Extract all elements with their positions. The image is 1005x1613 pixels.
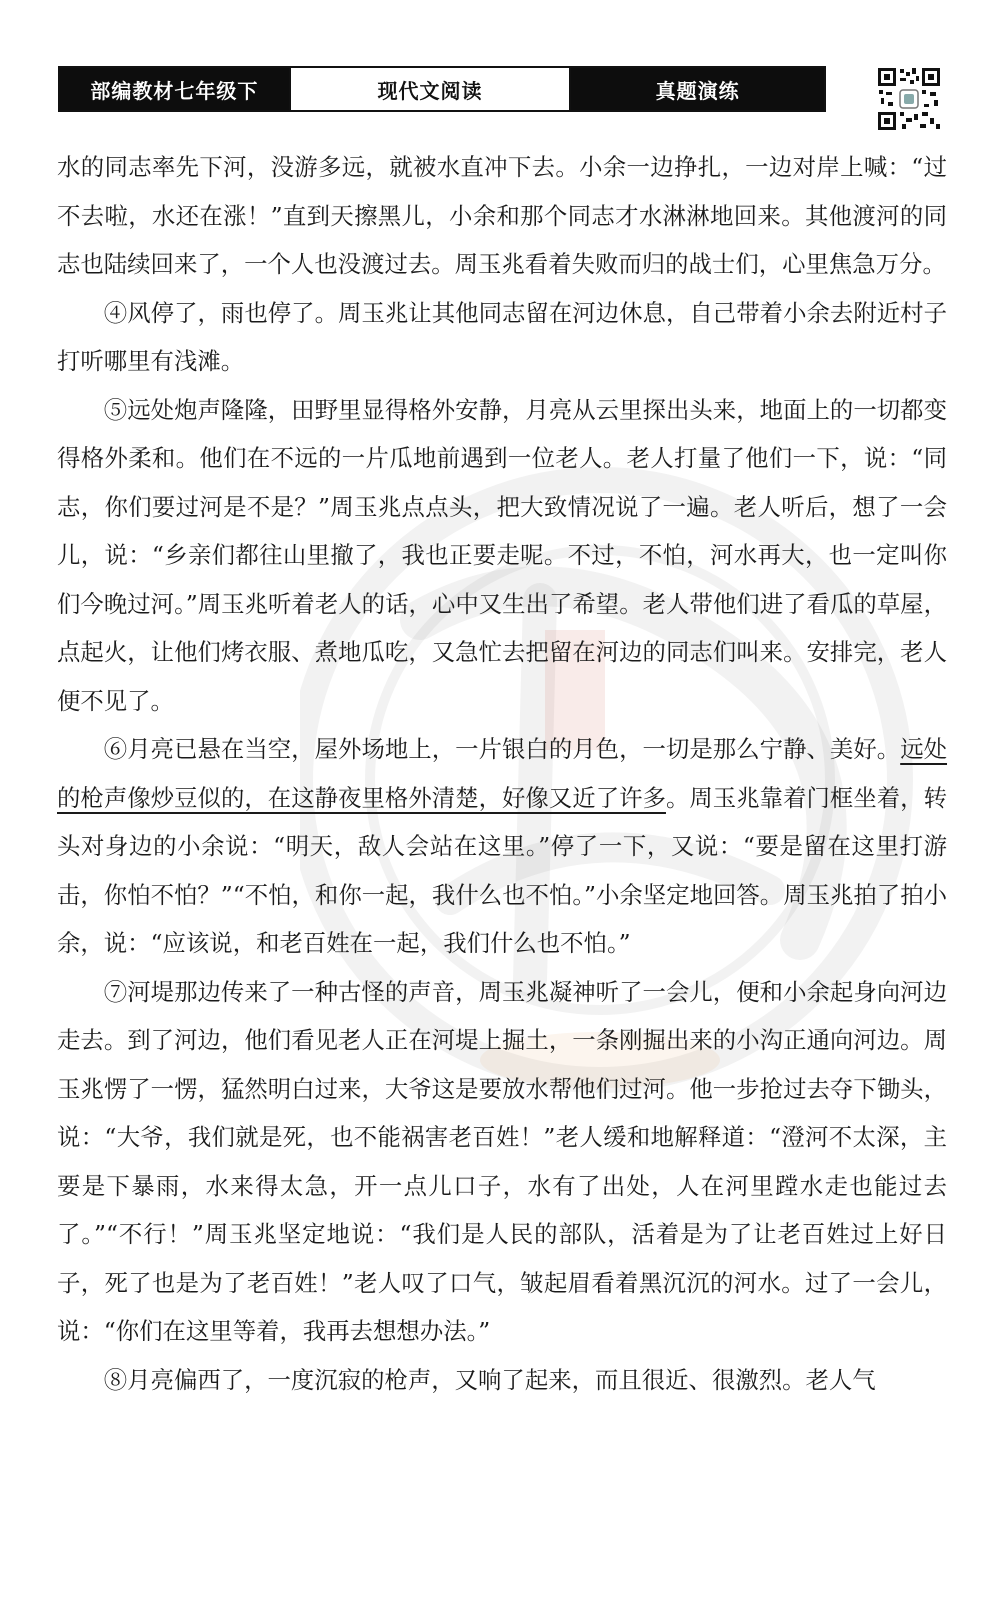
paragraph-6-lead: ⑥月亮已悬在当空，屋外场地上，一片银白的月色，一切是那么宁静、美好。 [103, 735, 901, 763]
paragraph-8: ⑧月亮偏西了，一度沉寂的枪声，又响了起来，而且很近、很激烈。老人气 [103, 1365, 876, 1394]
paragraph-4: ④风停了，雨也停了。周玉兆让其他同志留在河边休息，自己带着小余去附近村子打听哪里有浅滩。 [57, 298, 947, 375]
paragraph-6-rest: 。周玉兆靠着门框坐着，转头对身边的小余说：“明天，敌人会站在这里。”停了一下，又说：“要是留在这里打游击，你怕不怕？”“不怕，和你一起，我什么也不怕。”小余坚定地回答。周玉兆拍了拍小余，说：“应该说，和老百姓在一起，我们什么也不怕。” [57, 783, 947, 957]
header-left-label: 部编教材七年级下 [60, 68, 289, 110]
paragraph-5: ⑤远处炮声隆隆，田野里显得格外安静，月亮从云里探出头来，地面上的一切都变得格外柔和。他们在不远的一片瓜地前遇到一位老人。老人打量了他们一下，说：“同志，你们要过河是不是？”周玉兆点点头，把大致情况说了一遍。老人听后，想了一会儿，说：“乡亲们都往山里撤了，我也正要走呢。不过，不怕，河水再大，也一定叫你们今晚过河。”周玉兆听着老人的话，心中又生出了希望。老人带他们进了看瓜的草屋，点起火，让他们烤衣服、煮地瓜吃，又急忙去把留在河边的同志们叫来。安排完，老人便不见了。 [57, 395, 947, 715]
paragraph-7: ⑦河堤那边传来了一种古怪的声音，周玉兆凝神听了一会儿，便和小余起身向河边走去。到了河边，他们看见老人正在河堤上掘土，一条刚掘出来的小沟正通向河边。周玉兆愣了一愣，猛然明白过来，大爷这是要放水帮他们过河。他一步抢过去夺下锄头，说：“大爷，我们就是死，也不能祸害老百姓！”老人缓和地解释道：“澄河不太深，主要是下暴雨，水来得太急，开一点儿口子，水有了出处，人在河里蹚水走也能过去了。”“不行！”周玉兆坚定地说：“我们是人民的部队，活着是为了让老百姓过上好日子，死了也是为了老百姓！”老人叹了口气，皱起眉看着黑沉沉的河水。过了一会儿，说：“你们在这里等着，我再去想想办法。” [57, 977, 947, 1345]
header-center-label: 现代文阅读 [289, 68, 572, 110]
paragraph-6 [57, 725, 947, 968]
underlined-sentence: 远处的枪声像炒豆似的，在这静夜里格外清楚，好像又近了许多 [57, 735, 948, 812]
paragraph-3-continued: 水的同志率先下河，没游多远，就被水直冲下去。小余一边挣扎，一边对岸上喊：“过不去啦，水还在涨！”直到天擦黑儿，小余和那个同志才水淋淋地回来。其他渡河的同志也陆续回来了，一个人也没渡过去。周玉兆看着失败而归的战士们，心里焦急万分。 [57, 153, 947, 278]
header-bar [58, 66, 826, 112]
header-right-label: 真题演练 [571, 68, 824, 110]
qr-code-icon [876, 66, 942, 132]
article-body [57, 143, 947, 1404]
